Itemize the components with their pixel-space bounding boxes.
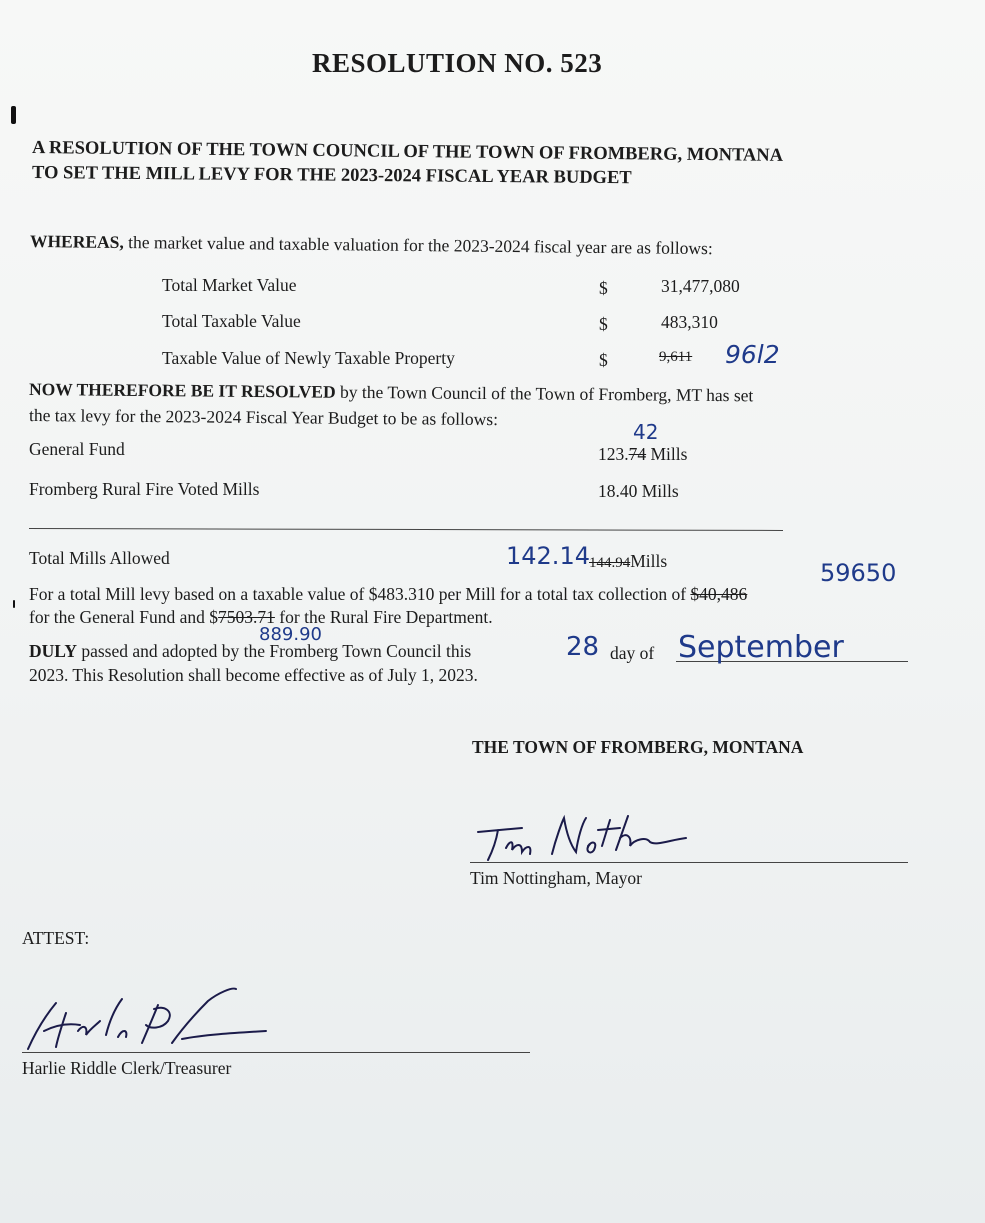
heading-line-2: TO SET THE MILL LEVY FOR THE 2023-2024 FISCAL YEAR BUDGET bbox=[31, 163, 632, 189]
total-mills-struck: 144.94 bbox=[589, 555, 631, 571]
mayor-signature bbox=[470, 810, 700, 870]
resolved-lead: NOW THEREFORE BE IT RESOLVED bbox=[28, 379, 336, 402]
resolution-title: RESOLUTION NO. 523 bbox=[312, 48, 603, 78]
town-signature-heading: THE TOWN OF FROMBERG, MONTANA bbox=[472, 737, 804, 757]
value-currency: $ bbox=[599, 278, 608, 298]
handwritten-day: 28 bbox=[566, 632, 600, 662]
general-fund-mills bbox=[598, 444, 687, 465]
margin-mark bbox=[13, 600, 15, 608]
general-fund-mills-prefix: 123. bbox=[598, 444, 629, 464]
duly-line bbox=[29, 641, 471, 662]
whereas-lead: WHEREAS, bbox=[29, 231, 124, 252]
mayor-name: Tim Nottingham, Mayor bbox=[470, 868, 642, 888]
general-fund-label: General Fund bbox=[29, 439, 125, 459]
handwritten-fire-amount: 889.90 bbox=[259, 624, 322, 645]
resolved-line-2: the tax levy for the 2023-2024 Fiscal Year Budget to be as follows: bbox=[28, 405, 499, 430]
duly-lead: DULY bbox=[29, 641, 77, 661]
value-label: Total Market Value bbox=[162, 275, 297, 295]
levy-line-2b: for the Rural Fire Department. bbox=[274, 607, 493, 627]
rural-fire-mills: 18.40 Mills bbox=[598, 481, 679, 501]
effective-line: 2023. This Resolution shall become effective as of July 1, 2023. bbox=[29, 665, 478, 685]
clerk-name: Harlie Riddle Clerk/Treasurer bbox=[22, 1058, 232, 1078]
value-amount: 31,477,080 bbox=[661, 276, 740, 296]
mayor-signature-line bbox=[470, 862, 908, 863]
total-mills-value bbox=[589, 551, 667, 572]
handwritten-general-fund-decimal: 42 bbox=[633, 420, 659, 444]
clerk-signature-line bbox=[22, 1052, 530, 1053]
heading-line-1: A RESOLUTION OF THE TOWN COUNCIL OF THE TOWN OF FROMBERG, MONTANA bbox=[31, 138, 784, 166]
levy-line-1-text: For a total Mill levy based on a taxable value of $483.310 per Mill for a total tax collection of bbox=[29, 584, 691, 604]
total-mills-label: Total Mills Allowed bbox=[29, 548, 170, 568]
value-label: Total Taxable Value bbox=[162, 311, 301, 331]
handwritten-tax-collection: 59650 bbox=[820, 559, 897, 587]
resolved-text: by the Town Council of the Town of Fromberg, MT has set bbox=[335, 381, 754, 406]
resolved-line-1 bbox=[29, 379, 754, 406]
value-amount-struck: 9,611 bbox=[659, 349, 693, 365]
whereas-text: the market value and taxable valuation for the 2023-2024 fiscal year are as follows: bbox=[123, 231, 713, 259]
handwritten-month: September bbox=[678, 630, 844, 665]
levy-line-1 bbox=[29, 584, 747, 605]
total-mills-suffix: Mills bbox=[630, 551, 668, 571]
duly-text: passed and adopted by the Fromberg Town Council this bbox=[76, 641, 472, 661]
handwritten-total-mills: 142.14 bbox=[506, 542, 590, 570]
general-fund-mills-struck: 74 bbox=[628, 444, 647, 464]
whereas-paragraph bbox=[30, 231, 713, 259]
levy-line-2a: for the General Fund and $ bbox=[29, 607, 219, 627]
value-label: Taxable Value of Newly Taxable Property bbox=[162, 348, 455, 368]
duly-mid: day of bbox=[610, 643, 655, 663]
levy-struck-total: $40,486 bbox=[690, 584, 748, 604]
general-fund-mills-suffix: Mills bbox=[646, 444, 688, 464]
value-amount: 483,310 bbox=[661, 312, 718, 332]
attest-label: ATTEST: bbox=[22, 928, 90, 948]
margin-mark bbox=[11, 106, 16, 124]
rural-fire-label: Fromberg Rural Fire Voted Mills bbox=[29, 479, 260, 499]
levy-struck-fire: 7503.71 bbox=[218, 607, 275, 627]
value-currency: $ bbox=[599, 350, 608, 370]
value-currency: $ bbox=[599, 314, 608, 334]
clerk-signature bbox=[22, 985, 272, 1055]
total-divider bbox=[29, 528, 783, 531]
handwritten-new-property-value: 96l2 bbox=[725, 340, 780, 369]
